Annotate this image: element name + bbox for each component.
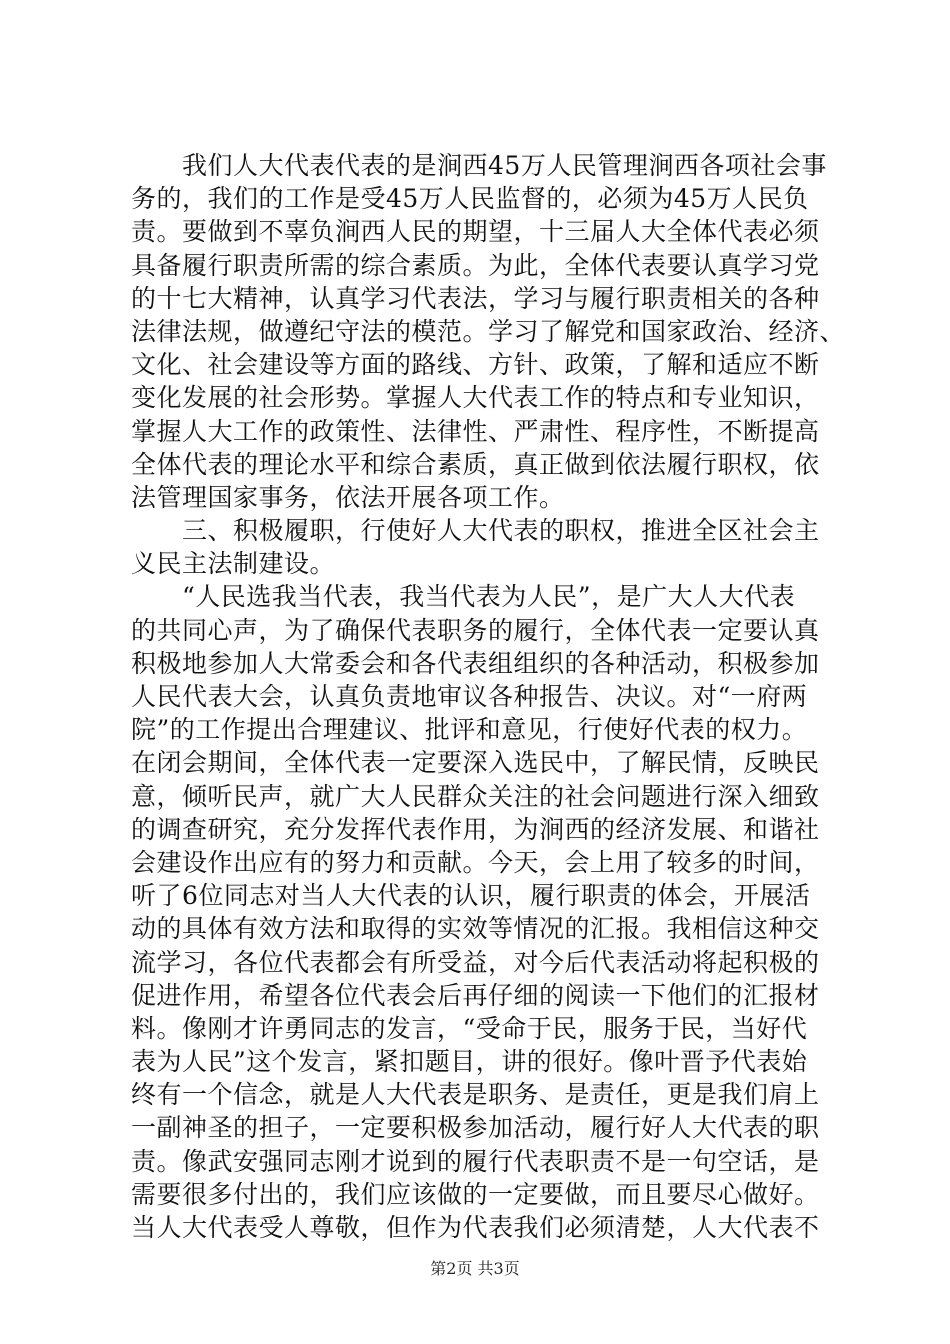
text-line: 促进作用，希望各位代表会后再仔细的阅读一下他们的汇报材	[131, 980, 820, 1010]
text-line: 表为人民”这个发言，紧扣题目，讲的很好。像叶晋予代表始	[131, 1047, 808, 1077]
text-line: 人民代表大会，认真负责地审议各种报告、决议。对“一府两	[131, 682, 808, 711]
text-line: 责。要做到不辜负涧西人民的期望，十三届人大全体代表必须	[131, 217, 820, 247]
text-line: 会建设作出应有的努力和贡献。今天，会上用了较多的时间，	[131, 847, 820, 877]
text-line: 终有一个信念，就是人大代表是职务、是责任，更是我们肩上	[131, 1080, 820, 1110]
text-line: 需要很多付出的，我们应该做的一定要做，而且要尽心做好。	[131, 1179, 820, 1209]
text-line: “人民选我当代表，我当代表为人民”，是广大人大代表	[131, 582, 796, 612]
text-line: 全体代表的理论水平和综合素质，真正做到依法履行职权，依	[131, 449, 820, 479]
text-line: 变化发展的社会形势。掌握人大代表工作的特点和专业知识，	[131, 383, 820, 413]
text-line: 务的，我们的工作是受45万人民监督的，必须为45万人民负	[131, 184, 809, 214]
text-line: 积极地参加人大常委会和各代表组组织的各种活动，积极参加	[131, 648, 820, 678]
text-line: 动的具体有效方法和取得的实效等情况的汇报。我相信这种交	[131, 914, 820, 944]
text-line: 我们人大代表代表的是涧西45万人民管理涧西各项社会事	[131, 151, 827, 180]
text-line: 法律法规，做遵纪守法的模范。学习了解党和国家政治、经济、	[131, 316, 846, 346]
text-line: 料。像刚才许勇同志的发言，“受命于民，服务于民，当好代	[131, 1013, 808, 1043]
text-line: 的共同心声，为了确保代表职务的履行，全体代表一定要认真	[131, 615, 820, 645]
text-line: 掌握人大工作的政策性、法律性、严肃性、程序性，不断提高	[131, 416, 820, 446]
text-line: 法管理国家事务，依法开展各项工作。	[131, 482, 565, 512]
text-line: 院”的工作提出合理建议、批评和意见，行使好代表的权力。	[131, 715, 808, 745]
text-line: 的调查研究，充分发挥代表作用，为涧西的经济发展、和谐社	[131, 814, 820, 844]
page-footer: 第2页 共3页	[430, 1259, 520, 1278]
text-line: 意，倾听民声，就广大人民群众关注的社会问题进行深入细致	[131, 781, 820, 811]
text-line: 责。像武安强同志刚才说到的履行代表职责不是一句空话，是	[131, 1146, 820, 1176]
document-body	[131, 149, 846, 1244]
text-line: 义民主法制建设。	[131, 549, 336, 579]
text-line: 文化、社会建设等方面的路线、方针、政策，了解和适应不断	[131, 350, 820, 380]
text-line: 在闭会期间，全体代表一定要深入选民中，了解民情，反映民	[131, 748, 820, 778]
text-line: 三、积极履职，行使好人大代表的职权，推进全区社会主	[131, 516, 820, 546]
text-line: 一副神圣的担子，一定要积极参加活动，履行好人大代表的职	[131, 1113, 820, 1143]
text-line: 的十七大精神，认真学习代表法，学习与履行职责相关的各种	[131, 283, 820, 313]
text-line: 听了6位同志对当人大代表的认识，履行职责的体会，开展活	[131, 881, 811, 911]
text-line: 具备履行职责所需的综合素质。为此，全体代表要认真学习党	[131, 250, 820, 280]
text-line: 当人大代表受人尊敬，但作为代表我们必须清楚，人大代表不	[131, 1213, 820, 1242]
text-line: 流学习，各位代表都会有所受益，对今后代表活动将起积极的	[131, 947, 820, 977]
